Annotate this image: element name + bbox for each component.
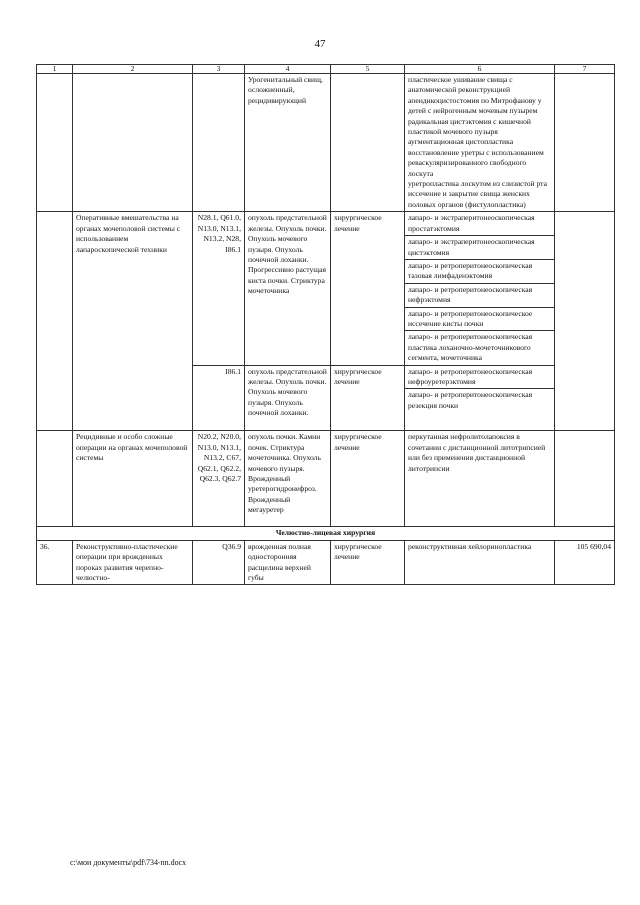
diagnosis-cell: врожденная полная односторонняя расщелина верхней губы (245, 540, 331, 585)
file-path-footer: c:\мои документы\pdf\734-nn.docx (70, 858, 187, 867)
col-header: 1 (37, 65, 73, 74)
method-cell: лапаро- и ретроперитонеоскопическое иссечение кисты почки (405, 307, 555, 331)
intervention-cell: Реконструктивно-пластические операции при врожденных пороках развития черепно-челюстно- (73, 540, 193, 585)
method-cell: лапаро- и ретроперитонеоскопическая резекция почки (405, 389, 555, 431)
icd-code-cell: N28.1, Q61.0, N13.0, N13.1, N13.2, N28, I86.1 (193, 212, 245, 365)
method-item: аугментационная цистопластика (408, 137, 514, 147)
col-header: 7 (555, 65, 615, 74)
method-item: уретропластика лоскутом из слизистой рта (408, 179, 547, 189)
method-item: иссечение и закрытие свища женских половых органов (фистулопластика) (408, 189, 530, 209)
method-cell: лапаро- и ретроперитонеоскопическая тазовая лимфаденэктомия (405, 259, 555, 283)
icd-code-cell: I86.1 (193, 365, 245, 431)
column-number-row (37, 65, 615, 74)
page-number: 47 (314, 38, 326, 50)
intervention-cell: Оперативные вмешательства на органах мочеполовой системы с использованием лапароскопической техники (73, 212, 193, 431)
method-cell (405, 74, 555, 212)
method-cell: перкутанная нефролитолапоксия в сочетании с дистанционной литотрипсией или без применения дистанционной литотрипсии (405, 431, 555, 527)
col-header: 6 (405, 65, 555, 74)
method-cell: реконструктивная хейлоринопластика (405, 540, 555, 585)
table-row (37, 212, 615, 236)
section-title: Челюстно-лицевая хирургия (37, 527, 615, 540)
treatment-type-cell: хирургическое лечение (331, 431, 405, 527)
cost-cell: 105 690,04 (555, 540, 615, 585)
treatment-type-cell: хирургическое лечение (331, 540, 405, 585)
method-cell: лапаро- и ретроперитонеоскопическая нефрэктомия (405, 283, 555, 307)
table-row (37, 540, 615, 585)
method-item: радикальная цистэктомия с кишечной пластикой мочевого пузыря (408, 116, 531, 137)
row-number-cell: 36. (37, 540, 73, 585)
treatment-type-cell: хирургическое лечение (331, 212, 405, 365)
method-cell: лапаро- и экстраперитонеоскопическая цистэктомия (405, 236, 555, 260)
diagnosis-cell: Урогенитальный свищ, осложненный, рецидивирующий (245, 74, 331, 212)
treatment-type-cell: хирургическое лечение (331, 365, 405, 431)
col-header: 3 (193, 65, 245, 74)
icd-code-cell: N20.2, N20.0, N13.0, N13.1, N13.2, C67, Q62.1, Q62.2, Q62.3, Q62.7 (193, 431, 245, 527)
method-item: апендикоцистостомия по Митрофанову у детей с нейрогенным мочевым пузырем (408, 95, 542, 116)
method-cell: лапаро- и экстраперитонеоскопическая простатэктомия (405, 212, 555, 236)
method-item: восстановление уретры с использованием реваскуляризированного свободного лоскута (408, 147, 544, 178)
table-row (37, 74, 615, 212)
diagnosis-cell: опухоль предстательной железы. Опухоль почки. Опухоль мочевого пузыря. Опухоль почечной лоханки. (245, 365, 331, 431)
diagnosis-cell: опухоль почки. Камни почек. Стриктура мочеточника. Опухоль мочевого пузыря. Врожденный уретерогидронефроз. Врожденный мегауретер (245, 431, 331, 527)
section-row (37, 527, 615, 540)
method-cell: лапаро- и ретроперитонеоскопическая пластика лоханочно-мочеточникового сегмента, мочеточника (405, 331, 555, 365)
col-header: 2 (73, 65, 193, 74)
method-item: пластическое ушивание свища с анатомической реконструкцией (408, 75, 513, 95)
intervention-cell: Рецидивные и особо сложные операции на органах мочеполовой системы (73, 431, 193, 527)
diagnosis-cell: опухоль предстательной железы. Опухоль почки. Опухоль мочевого пузыря. Опухоль почечной лоханки. Прогрессивно растущая киста почки. Стриктура мочеточника (245, 212, 331, 365)
procedures-table (36, 64, 615, 585)
method-cell: лапаро- и ретроперитонеоскопическая нефроуретерэктомия (405, 365, 555, 389)
col-header: 5 (331, 65, 405, 74)
col-header: 4 (245, 65, 331, 74)
icd-code-cell: Q36.9 (193, 540, 245, 585)
table-row (37, 431, 615, 527)
